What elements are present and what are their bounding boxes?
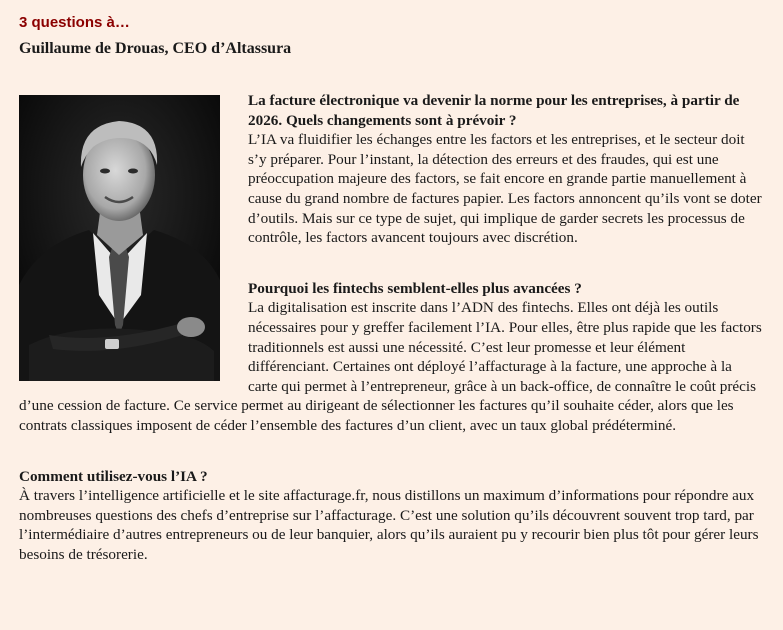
answer-1: L’IA va fluidifier les échanges entre les factors et les entreprises, et le secteur doit s’y préparer. Pour l’instant, la détection des erreurs et des fraudes, qui est une préoccupation majeure des factors, se fait encore en grande partie manuellement à cause du grand nombre de factures papier. Les factors annoncent qu’ils vont se doter d’outils. Mais sur ce type de sujet, qui implique de garder secrets les processus de contrôle, les factors avancent toujours avec discrétion. [248, 131, 762, 247]
question-2: Pourquoi les fintechs semblent-elles plus avancées ? [248, 279, 582, 297]
qa-block-3 [19, 467, 764, 565]
answer-3: À travers l’intelligence artificielle et le site affacturage.fr, nous distillons un maximum d’informations pour répondre aux nombreuses questions des chefs d’entreprise sur l’affacturage. C’est une solution qu’ils découvrent souvent trop tard, par l’intermédiaire d’autres entrepreneurs ou de leur banquier, alors qu’ils auraient pu y recourir bien plus tôt pour gérer leurs besoins de trésorerie. [19, 487, 759, 563]
question-3: Comment utilisez-vous l’IA ? [19, 467, 208, 485]
portrait-photo [19, 95, 220, 381]
interview-article [19, 91, 764, 564]
answer-2: La digitalisation est inscrite dans l’ADN des fintechs. Elles ont déjà les outils nécessaires pour y greffer facilement l’IA. Pour elles, être plus rapide que les factors traditionnels est aussi une nécessité. C’est leur promesse et leur élément différenciant. Certaines ont déployé l’affacturage à la facture, une approche à la carte qui permet à l’entrepreneur, grâce à un back-office, de connaître le coût précis d’une cession de facture. Ce service permet au dirigeant de sélectionner les factures qu’il souhaite céder, alors que les contrats classiques imposent de céder l’ensemble des factures d’un client, avec un taux global prédéterminé. [19, 299, 762, 434]
interviewee-byline: Guillaume de Drouas, CEO d’Altassura [19, 40, 292, 57]
portrait-illustration [19, 95, 220, 381]
section-kicker: 3 questions à… [19, 14, 130, 31]
question-1: La facture électronique va devenir la norme pour les entreprises, à partir de 2026. Quels changements sont à prévoir ? [248, 92, 740, 129]
